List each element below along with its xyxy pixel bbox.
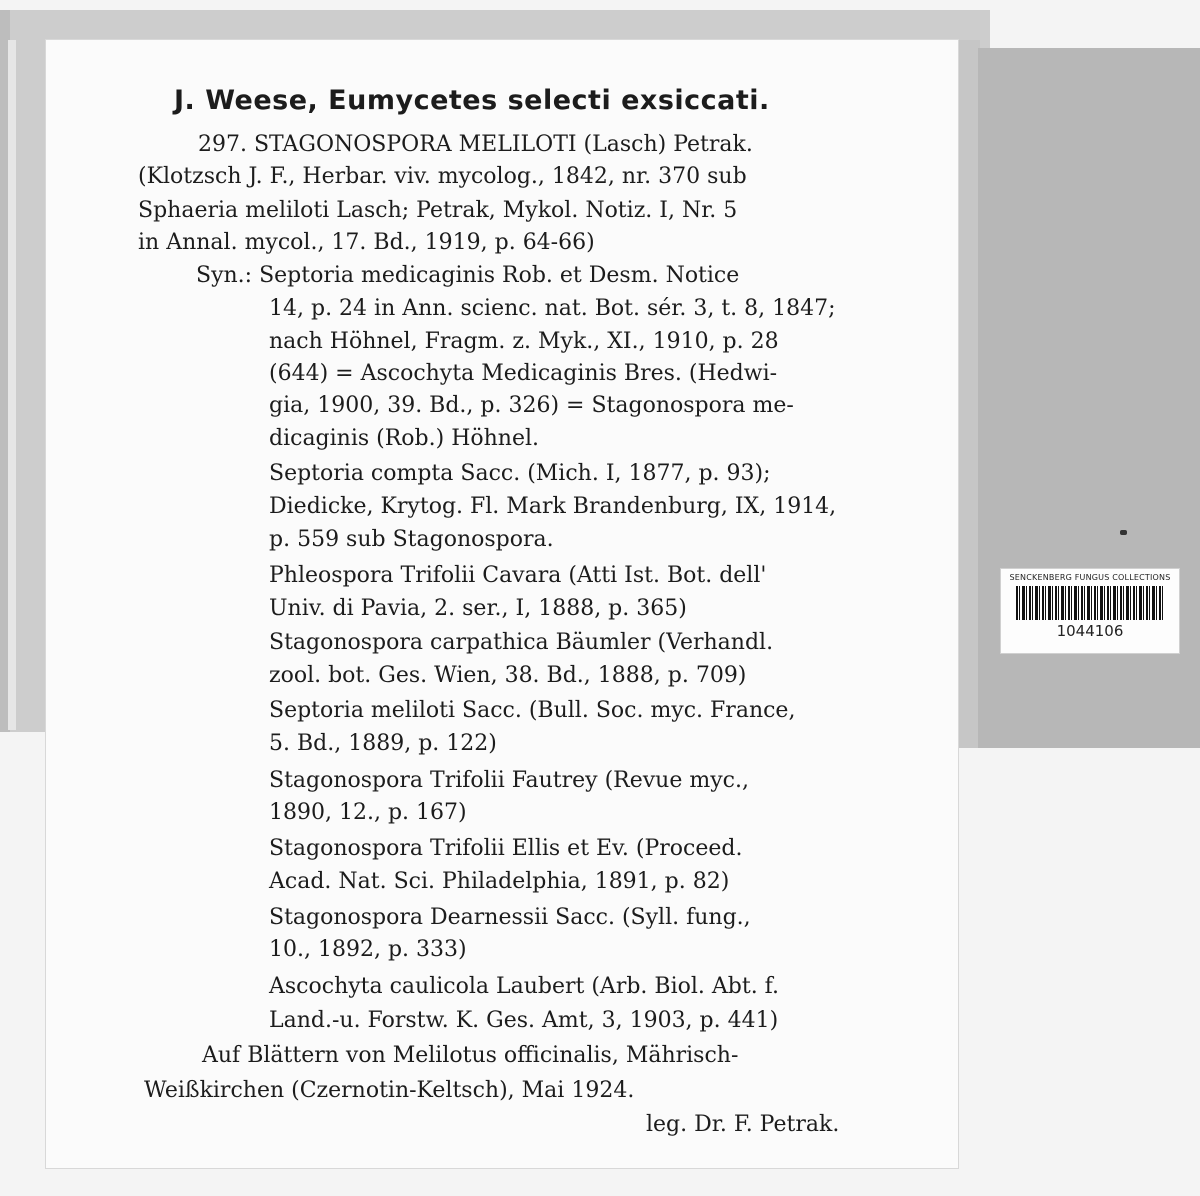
label-line: Phleospora Trifolii Cavara (Atti Ist. Bot. dell' <box>269 563 767 588</box>
label-line: Stagonospora carpathica Bäumler (Verhandl. <box>269 630 774 655</box>
label-line: 10., 1892, p. 333) <box>269 937 467 962</box>
label-title: J. Weese, Eumycetes selecti exsiccati. <box>174 85 770 116</box>
barcode-number: 1044106 <box>1056 622 1124 640</box>
label-line: zool. bot. Ges. Wien, 38. Bd., 1888, p. 709) <box>269 663 747 688</box>
barcode-label <box>1000 568 1180 654</box>
label-line: Syn.: Septoria medicaginis Rob. et Desm. Notice <box>196 263 740 288</box>
specimen-label <box>46 40 958 1168</box>
label-line: 297. STAGONOSPORA MELILOTI (Lasch) Petrak. <box>198 132 753 157</box>
folder-strip <box>955 40 980 748</box>
label-line: Univ. di Pavia, 2. ser., I, 1888, p. 365) <box>269 596 687 621</box>
label-line: nach Höhnel, Fragm. z. Myk., XI., 1910, p. 28 <box>269 329 779 354</box>
label-line: gia, 1900, 39. Bd., p. 326) = Stagonospora me- <box>269 393 794 418</box>
label-line: Stagonospora Trifolii Ellis et Ev. (Proceed. <box>269 836 743 861</box>
label-line: (644) = Ascochyta Medicaginis Bres. (Hedwi- <box>269 361 778 386</box>
label-line: (Klotzsch J. F., Herbar. viv. mycolog., 1842, nr. 370 sub <box>138 164 747 189</box>
label-line: 1890, 12., p. 167) <box>269 800 467 825</box>
label-line: 5. Bd., 1889, p. 122) <box>269 731 497 756</box>
label-line: Septoria meliloti Sacc. (Bull. Soc. myc. France, <box>269 698 796 723</box>
label-line: Weißkirchen (Czernotin-Keltsch), Mai 1924. <box>144 1078 635 1103</box>
label-line: Sphaeria meliloti Lasch; Petrak, Mykol. Notiz. I, Nr. 5 <box>138 198 738 223</box>
speck-mark <box>1120 530 1127 535</box>
label-line: Ascochyta caulicola Laubert (Arb. Biol. Abt. f. <box>269 974 780 999</box>
label-line: Septoria compta Sacc. (Mich. I, 1877, p. 93); <box>269 461 771 486</box>
label-line: 14, p. 24 in Ann. scienc. nat. Bot. sér. 3, t. 8, 1847; <box>269 296 836 321</box>
label-line: Stagonospora Dearnessii Sacc. (Syll. fung., <box>269 905 751 930</box>
label-line: Stagonospora Trifolii Fautrey (Revue myc., <box>269 768 749 793</box>
label-line: Diedicke, Krytog. Fl. Mark Brandenburg, IX, 1914, <box>269 494 837 519</box>
label-line: dicaginis (Rob.) Höhnel. <box>269 426 540 451</box>
label-line: Acad. Nat. Sci. Philadelphia, 1891, p. 82) <box>269 869 730 894</box>
barcode-caption: SENCKENBERG FUNGUS COLLECTIONS <box>1009 573 1171 582</box>
label-line: Auf Blättern von Melilotus officinalis, Mährisch- <box>202 1043 739 1068</box>
barcode-icon <box>1016 586 1164 620</box>
label-line: in Annal. mycol., 17. Bd., 1919, p. 64-66) <box>138 230 595 255</box>
sheet-edge <box>8 40 16 730</box>
label-line: Land.-u. Forstw. K. Ges. Amt, 3, 1903, p. 441) <box>269 1008 779 1033</box>
label-line: p. 559 sub Stagonospora. <box>269 527 554 552</box>
collector-line: leg. Dr. F. Petrak. <box>646 1112 840 1137</box>
